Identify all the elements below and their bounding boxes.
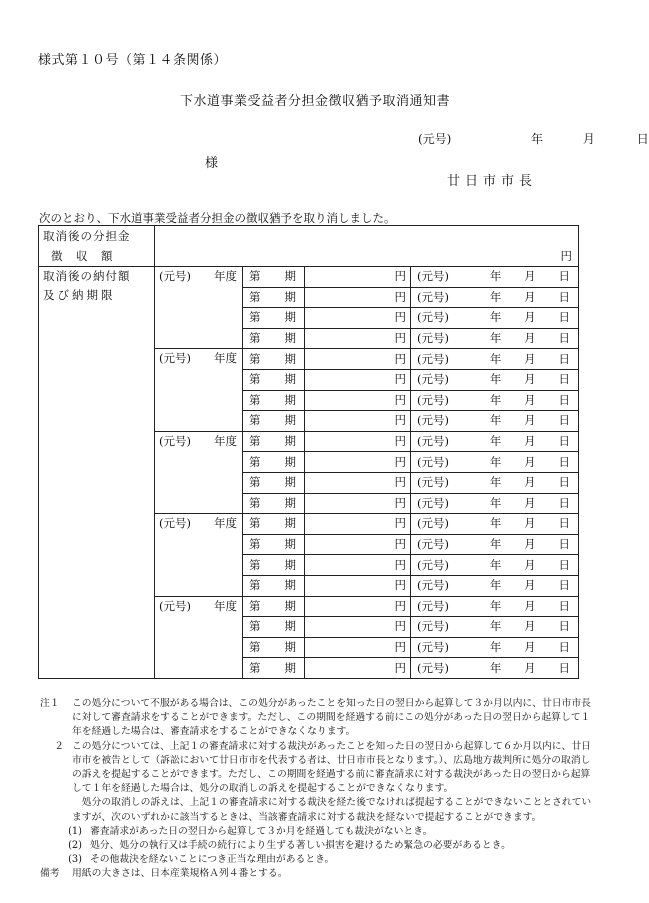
due-date-era: (元号) bbox=[417, 269, 449, 284]
period-suffix: 期 bbox=[284, 619, 296, 634]
installment-amount-cell bbox=[305, 390, 411, 411]
installment-amount-cell bbox=[305, 349, 411, 370]
fy-era: (元号) bbox=[159, 433, 191, 448]
due-date-cell bbox=[411, 534, 579, 555]
installment-period-cell bbox=[243, 555, 305, 576]
installment-period-cell bbox=[243, 534, 305, 555]
yen-unit: 円 bbox=[394, 639, 406, 654]
due-date-day: 日 bbox=[558, 372, 570, 387]
due-date-year: 年 bbox=[489, 289, 502, 304]
due-date-year: 年 bbox=[489, 351, 502, 366]
due-date-month: 月 bbox=[524, 434, 536, 449]
due-date-era: (元号) bbox=[417, 351, 449, 366]
due-date-era: (元号) bbox=[417, 516, 449, 531]
due-date-era: (元号) bbox=[417, 578, 449, 593]
installment-period-cell bbox=[243, 514, 305, 535]
due-date-month: 月 bbox=[524, 413, 536, 428]
remark bbox=[40, 867, 600, 881]
due-date-cell bbox=[411, 287, 579, 308]
due-date-cell bbox=[411, 555, 579, 576]
due-date-era: (元号) bbox=[417, 598, 449, 613]
fiscal-year-cell bbox=[155, 431, 243, 452]
due-date-era: (元号) bbox=[417, 639, 449, 654]
due-date-day: 日 bbox=[558, 578, 570, 593]
item-3-text: その他裁決を経ないことにつき正当な理由があるとき。 bbox=[90, 854, 335, 866]
due-date-month: 月 bbox=[524, 557, 536, 572]
due-date-month: 月 bbox=[524, 269, 536, 284]
installment-amount-cell bbox=[305, 431, 411, 452]
due-date-year: 年 bbox=[489, 454, 502, 469]
yen-unit: 円 bbox=[394, 269, 406, 284]
yen-unit: 円 bbox=[394, 495, 406, 510]
period-suffix: 期 bbox=[284, 557, 296, 572]
notes-section bbox=[40, 697, 600, 882]
period-prefix: 第 bbox=[249, 516, 261, 531]
item-1-text: 審査請求があった日の翌日から起算して３か月を経過しても裁決がないとき。 bbox=[90, 825, 433, 837]
due-date-era: (元号) bbox=[417, 619, 449, 634]
fiscal-year-cell-empty bbox=[155, 308, 243, 329]
due-date-day: 日 bbox=[558, 351, 570, 366]
installment-amount-cell bbox=[305, 308, 411, 329]
due-date-era: (元号) bbox=[417, 537, 449, 552]
installment-amount-cell bbox=[305, 514, 411, 535]
item-2-text: 処分、処分の執行又は手続の続行により生ずる著しい損害を避けるため緊急の必要があるとき。 bbox=[90, 840, 511, 852]
fy-suffix: 年度 bbox=[214, 598, 237, 613]
installment-amount-cell bbox=[305, 411, 411, 432]
due-label-line2: 及び納期限 bbox=[43, 288, 116, 302]
fiscal-year-cell-empty bbox=[155, 328, 243, 349]
note-1-text: この処分について不服がある場合は、この処分があったことを知った日の翌日から起算して３か月以内に、廿日市市長に対して審査請求をすることができます。ただし、この期間を経過する前にこの処分があった日の翌日から起算して１年を経過した場合は、審査請求をすることができなくなります。 bbox=[72, 698, 591, 738]
fy-era: (元号) bbox=[159, 269, 191, 283]
period-suffix: 期 bbox=[284, 331, 296, 346]
note-2-mark: ２ bbox=[54, 740, 64, 752]
due-date-era: (元号) bbox=[417, 392, 449, 407]
due-date-cell bbox=[411, 658, 579, 679]
due-date-day: 日 bbox=[558, 413, 570, 428]
due-date-era: (元号) bbox=[417, 495, 449, 510]
due-date-cell bbox=[411, 617, 579, 638]
yen-unit: 円 bbox=[394, 619, 406, 634]
note-2-text: この処分については、上記１の審査請求に対する裁決があったことを知った日の翌日から起算して６か月以内に、廿日市市を被告として（訴訟において廿日市市を代表する者は、廿日市市長となります。）、広島地方裁判所に処分の取消しの訴えを提起することができます。ただし、この期間を経過する前に審査請求に対する裁決があった日の翌日から起算して１年を経過した場合は、処分の取消しの訴えを提起することができなくなります。 bbox=[72, 740, 591, 795]
installment-amount-cell bbox=[305, 596, 411, 617]
period-suffix: 期 bbox=[284, 289, 296, 304]
fiscal-year-cell-empty bbox=[155, 555, 243, 576]
period-suffix: 期 bbox=[284, 516, 296, 531]
period-prefix: 第 bbox=[249, 454, 261, 469]
due-date-month: 月 bbox=[524, 475, 536, 490]
due-date-day: 日 bbox=[558, 537, 570, 552]
due-date-year: 年 bbox=[489, 495, 502, 510]
due-date-month: 月 bbox=[524, 537, 536, 552]
period-suffix: 期 bbox=[284, 392, 296, 407]
fy-era: (元号) bbox=[159, 598, 191, 613]
installment-amount-cell bbox=[305, 493, 411, 514]
installment-amount-cell bbox=[305, 637, 411, 658]
period-prefix: 第 bbox=[249, 537, 261, 552]
installment-amount-cell bbox=[305, 328, 411, 349]
installment-amount-cell bbox=[305, 617, 411, 638]
due-date-month: 月 bbox=[524, 516, 536, 531]
document-title: 下水道事業受益者分担金徴収猶予取消通知書 bbox=[179, 94, 450, 109]
note-2b bbox=[40, 796, 600, 824]
yen-unit: 円 bbox=[394, 598, 406, 613]
note-item-3 bbox=[40, 853, 600, 867]
addressee-suffix: 様 bbox=[205, 156, 219, 171]
date-day: 日 bbox=[636, 132, 649, 146]
yen-unit: 円 bbox=[394, 289, 406, 304]
period-suffix: 期 bbox=[284, 454, 296, 469]
issuer-name: 廿日市市長 bbox=[447, 174, 538, 189]
fiscal-year-cell bbox=[155, 514, 243, 535]
due-date-year: 年 bbox=[489, 537, 502, 552]
due-date-era: (元号) bbox=[417, 289, 449, 304]
date-era: (元号) bbox=[418, 132, 452, 146]
due-date-cell bbox=[411, 493, 579, 514]
due-date-year: 年 bbox=[489, 269, 502, 284]
due-date-day: 日 bbox=[558, 598, 570, 613]
due-date-month: 月 bbox=[524, 578, 536, 593]
period-prefix: 第 bbox=[249, 557, 261, 572]
installment-amount-cell bbox=[305, 369, 411, 390]
period-prefix: 第 bbox=[249, 598, 261, 613]
due-date-era: (元号) bbox=[417, 331, 449, 346]
installment-period-cell bbox=[243, 411, 305, 432]
due-date-month: 月 bbox=[524, 495, 536, 510]
due-date-year: 年 bbox=[489, 578, 502, 593]
period-prefix: 第 bbox=[249, 351, 261, 366]
yen-unit: 円 bbox=[394, 578, 406, 593]
installment-row bbox=[39, 267, 579, 288]
amount-label-line2: 徴 収 額 bbox=[51, 249, 114, 263]
period-suffix: 期 bbox=[284, 598, 296, 613]
yen-unit: 円 bbox=[394, 413, 406, 428]
note-1-mark: 注１ bbox=[40, 698, 60, 709]
due-date-day: 日 bbox=[558, 475, 570, 490]
installment-period-cell bbox=[243, 328, 305, 349]
due-date-year: 年 bbox=[489, 413, 502, 428]
due-date-era: (元号) bbox=[417, 660, 449, 675]
installment-period-cell bbox=[243, 287, 305, 308]
due-date-cell bbox=[411, 596, 579, 617]
due-date-cell bbox=[411, 411, 579, 432]
due-date-era: (元号) bbox=[417, 434, 449, 449]
due-date-year: 年 bbox=[489, 619, 502, 634]
due-date-day: 日 bbox=[558, 392, 570, 407]
form-number: 様式第１０号（第１４条関係） bbox=[38, 53, 228, 68]
due-date-year: 年 bbox=[489, 475, 502, 490]
due-date-year: 年 bbox=[489, 310, 502, 325]
yen-unit: 円 bbox=[394, 454, 406, 469]
note-item-2 bbox=[40, 839, 600, 853]
installment-amount-cell bbox=[305, 575, 411, 596]
due-date-era: (元号) bbox=[417, 475, 449, 490]
period-prefix: 第 bbox=[249, 310, 261, 325]
period-prefix: 第 bbox=[249, 475, 261, 490]
period-suffix: 期 bbox=[284, 475, 296, 490]
period-suffix: 期 bbox=[284, 537, 296, 552]
fiscal-year-cell-empty bbox=[155, 369, 243, 390]
installment-amount-cell bbox=[305, 555, 411, 576]
yen-unit: 円 bbox=[394, 310, 406, 325]
due-date-month: 月 bbox=[524, 619, 536, 634]
due-date-year: 年 bbox=[489, 639, 502, 654]
fy-era: (元号) bbox=[159, 351, 191, 366]
due-date-era: (元号) bbox=[417, 557, 449, 572]
period-suffix: 期 bbox=[284, 413, 296, 428]
yen-unit: 円 bbox=[394, 351, 406, 366]
period-prefix: 第 bbox=[249, 269, 261, 284]
note-item-1 bbox=[40, 825, 600, 839]
installment-amount-cell bbox=[305, 452, 411, 473]
due-date-year: 年 bbox=[489, 598, 502, 613]
fiscal-year-cell-empty bbox=[155, 452, 243, 473]
period-suffix: 期 bbox=[284, 660, 296, 675]
installment-table bbox=[38, 225, 579, 679]
due-date-month: 月 bbox=[524, 310, 536, 325]
installment-amount-cell bbox=[305, 534, 411, 555]
fy-suffix: 年度 bbox=[214, 516, 237, 531]
installment-amount-cell bbox=[305, 287, 411, 308]
installment-period-cell bbox=[243, 431, 305, 452]
due-date-month: 月 bbox=[524, 660, 536, 675]
installment-period-cell bbox=[243, 575, 305, 596]
due-date-cell bbox=[411, 472, 579, 493]
fy-suffix: 年度 bbox=[214, 351, 237, 366]
due-date-year: 年 bbox=[489, 372, 502, 387]
due-date-day: 日 bbox=[558, 557, 570, 572]
installment-period-cell bbox=[243, 658, 305, 679]
due-date-day: 日 bbox=[558, 516, 570, 531]
period-suffix: 期 bbox=[284, 372, 296, 387]
fiscal-year-cell-empty bbox=[155, 472, 243, 493]
period-prefix: 第 bbox=[249, 639, 261, 654]
intro-text: 次のとおり、下水道事業受益者分担金の徴収猶予を取り消しました。 bbox=[39, 211, 396, 225]
installment-period-cell bbox=[243, 267, 305, 288]
fiscal-year-cell-empty bbox=[155, 637, 243, 658]
yen-unit: 円 bbox=[394, 557, 406, 572]
amount-label bbox=[39, 226, 155, 267]
fy-suffix: 年度 bbox=[214, 269, 237, 283]
installment-period-cell bbox=[243, 493, 305, 514]
due-date-year: 年 bbox=[489, 516, 502, 531]
due-date-day: 日 bbox=[558, 619, 570, 634]
due-date-cell bbox=[411, 369, 579, 390]
due-date-day: 日 bbox=[558, 639, 570, 654]
due-date-era: (元号) bbox=[417, 413, 449, 428]
period-suffix: 期 bbox=[284, 578, 296, 593]
note-2b-text: 処分の取消しの訴えは、上記１の審査請求に対する裁決を経た後でなければ提起することができないこととされていますが、次のいずれかに該当するときは、当該審査請求に対する裁決を経ないで提起することができます。 bbox=[72, 797, 592, 823]
due-date-month: 月 bbox=[524, 351, 536, 366]
due-date-era: (元号) bbox=[417, 454, 449, 469]
period-prefix: 第 bbox=[249, 372, 261, 387]
yen-unit: 円 bbox=[394, 537, 406, 552]
due-date-day: 日 bbox=[558, 269, 570, 284]
fiscal-year-cell-empty bbox=[155, 534, 243, 555]
due-date-cell bbox=[411, 349, 579, 370]
fiscal-year-cell-empty bbox=[155, 617, 243, 638]
period-suffix: 期 bbox=[284, 351, 296, 366]
yen-unit: 円 bbox=[394, 392, 406, 407]
due-date-year: 年 bbox=[489, 660, 502, 675]
remark-mark: 備考 bbox=[40, 868, 60, 880]
date-month: 月 bbox=[582, 132, 595, 146]
fiscal-year-cell bbox=[155, 349, 243, 370]
period-prefix: 第 bbox=[249, 495, 261, 510]
period-prefix: 第 bbox=[249, 660, 261, 675]
period-prefix: 第 bbox=[249, 578, 261, 593]
due-date-day: 日 bbox=[558, 310, 570, 325]
due-date-day: 日 bbox=[558, 289, 570, 304]
installment-amount-cell bbox=[305, 658, 411, 679]
amount-unit: 円 bbox=[560, 249, 572, 263]
yen-unit: 円 bbox=[394, 434, 406, 449]
due-label-line1: 取消後の納付額 bbox=[43, 269, 131, 283]
due-date-cell bbox=[411, 452, 579, 473]
remark-text: 用紙の大きさは、日本産業規格Ａ列４番とする。 bbox=[72, 868, 288, 880]
due-date-day: 日 bbox=[558, 331, 570, 346]
due-date-cell bbox=[411, 328, 579, 349]
fiscal-year-cell-empty bbox=[155, 287, 243, 308]
installment-period-cell bbox=[243, 452, 305, 473]
fy-suffix: 年度 bbox=[214, 433, 237, 448]
fiscal-year-cell-empty bbox=[155, 575, 243, 596]
due-date-cell bbox=[411, 267, 579, 288]
installment-period-cell bbox=[243, 369, 305, 390]
yen-unit: 円 bbox=[394, 372, 406, 387]
amount-value-cell bbox=[155, 226, 579, 267]
fy-era: (元号) bbox=[159, 516, 191, 531]
period-suffix: 期 bbox=[284, 495, 296, 510]
installment-period-cell bbox=[243, 308, 305, 329]
yen-unit: 円 bbox=[394, 475, 406, 490]
period-prefix: 第 bbox=[249, 413, 261, 428]
due-date-year: 年 bbox=[489, 434, 502, 449]
period-prefix: 第 bbox=[249, 619, 261, 634]
due-date-month: 月 bbox=[524, 598, 536, 613]
installment-period-cell bbox=[243, 472, 305, 493]
date-year: 年 bbox=[531, 132, 544, 146]
period-prefix: 第 bbox=[249, 392, 261, 407]
due-date-cell bbox=[411, 308, 579, 329]
amount-label-line1: 取消後の分担金 bbox=[43, 229, 131, 243]
note-1 bbox=[40, 697, 600, 740]
due-date-cell bbox=[411, 514, 579, 535]
due-date-cell bbox=[411, 637, 579, 658]
installment-period-cell bbox=[243, 637, 305, 658]
due-label bbox=[39, 267, 155, 679]
due-date-day: 日 bbox=[558, 660, 570, 675]
due-date-day: 日 bbox=[558, 434, 570, 449]
due-date-year: 年 bbox=[489, 557, 502, 572]
due-date-month: 月 bbox=[524, 331, 536, 346]
period-suffix: 期 bbox=[284, 639, 296, 654]
period-prefix: 第 bbox=[249, 331, 261, 346]
fiscal-year-cell-empty bbox=[155, 493, 243, 514]
amount-row bbox=[39, 226, 579, 267]
note-2 bbox=[40, 740, 600, 797]
item-3-mark: (3) bbox=[68, 854, 82, 866]
due-date-era: (元号) bbox=[417, 310, 449, 325]
due-date-era: (元号) bbox=[417, 372, 449, 387]
installment-amount-cell bbox=[305, 472, 411, 493]
installment-period-cell bbox=[243, 390, 305, 411]
due-date-cell bbox=[411, 575, 579, 596]
due-date-year: 年 bbox=[489, 392, 502, 407]
installment-period-cell bbox=[243, 349, 305, 370]
due-date-cell bbox=[411, 390, 579, 411]
due-date-year: 年 bbox=[489, 331, 502, 346]
due-date-month: 月 bbox=[524, 454, 536, 469]
period-suffix: 期 bbox=[284, 310, 296, 325]
due-date-month: 月 bbox=[524, 639, 536, 654]
period-prefix: 第 bbox=[249, 434, 261, 449]
fiscal-year-cell bbox=[155, 267, 243, 288]
installment-period-cell bbox=[243, 617, 305, 638]
period-suffix: 期 bbox=[284, 434, 296, 449]
installment-period-cell bbox=[243, 596, 305, 617]
yen-unit: 円 bbox=[394, 331, 406, 346]
item-1-mark: (1) bbox=[68, 825, 82, 837]
yen-unit: 円 bbox=[394, 516, 406, 531]
period-prefix: 第 bbox=[249, 289, 261, 304]
fiscal-year-cell-empty bbox=[155, 658, 243, 679]
item-2-mark: (2) bbox=[68, 840, 82, 852]
due-date-cell bbox=[411, 431, 579, 452]
fiscal-year-cell bbox=[155, 596, 243, 617]
due-date-month: 月 bbox=[524, 289, 536, 304]
issue-date bbox=[418, 130, 649, 147]
due-date-day: 日 bbox=[558, 495, 570, 510]
due-date-month: 月 bbox=[524, 372, 536, 387]
due-date-day: 日 bbox=[558, 454, 570, 469]
installment-amount-cell bbox=[305, 267, 411, 288]
yen-unit: 円 bbox=[394, 660, 406, 675]
fiscal-year-cell-empty bbox=[155, 390, 243, 411]
due-date-month: 月 bbox=[524, 392, 536, 407]
fiscal-year-cell-empty bbox=[155, 411, 243, 432]
period-suffix: 期 bbox=[284, 269, 296, 284]
